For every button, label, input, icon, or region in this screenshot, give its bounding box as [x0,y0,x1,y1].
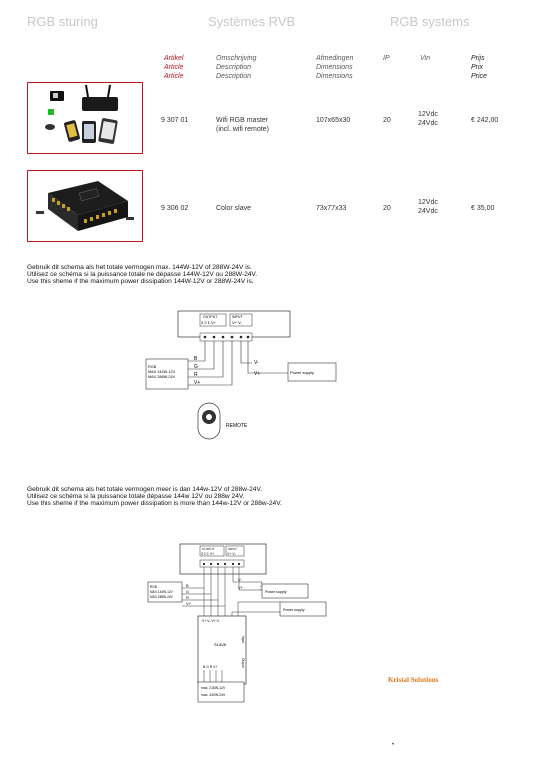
slave-output-label: Output [241,658,245,668]
wire-g-1: G [194,364,198,370]
product-2-code: 9 306 02 [161,205,189,212]
wire-g-2: G [186,589,190,594]
wire-vplus-1: V+ [194,380,201,386]
wire-r-2: R [186,595,189,600]
product-image-1 [27,82,143,154]
header-en: RGB systems [390,14,470,29]
slave-max-12v: max. 216W-12V [201,686,226,690]
output-label-1: OUTPUT [203,315,218,319]
col-ip: IP [383,55,390,62]
product-image-2 [27,170,143,242]
remote-label: REMOTE [226,423,248,429]
svg-text:MAX 288W-24V: MAX 288W-24V [148,375,176,379]
wiring-diagram-2 [140,540,340,710]
slave-module-icon [28,171,142,241]
col-artikel: Artikel Article Article [164,55,184,80]
header-nl: RGB sturing [27,14,98,29]
vplus-label-1: V+ [254,371,261,377]
wire-b-2: B [186,583,189,588]
terminals-in-2: V+ V- [227,552,236,556]
svg-text:MAX 288W-24V: MAX 288W-24V [150,595,173,599]
slave-label: SLAVE [214,642,227,647]
col-omschrijving: Omschrijving Description Description [216,55,257,80]
page-mark: • [392,742,395,748]
vminus-label-2: V- [238,577,242,582]
col-vin: Vin [420,55,430,62]
wiring-diagram-1 [140,305,360,445]
col-prijs: Prijs Prix Price [471,55,487,80]
product-1-ip: 20 [383,117,391,124]
rgb-label-2: RGB [150,585,157,589]
terminals-in-1: V+ V- [232,320,242,325]
product-1-vin: 12Vdc 24Vdc [418,111,438,127]
wire-b-1: B [194,356,198,362]
wire-r-1: R [194,372,198,378]
brand-logo: Kristal Solutions [388,676,439,684]
product-2-price: € 35,00 [471,205,495,212]
product-1-price: € 242,00 [471,117,499,124]
product-2-dims: 73x77x33 [316,205,347,212]
output-label-2: OUTPUT [202,547,215,551]
input-label-2: INPUT [228,547,237,551]
scheme-2-text: Gebruik dit schema als het totale vermogen meer is dan 144w-12V of 288w-24V. Utilisez ce schéma si la puissance totale dépasse 144w 12V ou 288w 24V. Use this sheme if the maximum power dissipation is more than 144w-12V or 288w-24V. [27,486,282,507]
header-fr: Systèmes RVB [208,14,296,29]
power-supply-1: Power supply [290,370,315,375]
product-2-ip: 20 [383,205,391,212]
wire-vplus-2: V+ [186,601,192,606]
power-supply-2a: Power supply [265,590,287,594]
product-1-code: 9 307 01 [161,117,189,124]
product-2-desc: Color slave [216,205,252,212]
scheme-1-text: Gebruik dit schema als het totale vermogen max. 144W-12V of 288W-24V is. Utilisez ce schéma si la puissance totale ne dépasse 144W-12V ou 288W-24V. Use this sheme if the maximum power dissipation 144W-12V or 288W-24V is. [27,264,258,285]
input-label-1: INPUT [232,315,243,319]
power-supply-2b: Power supply [283,608,305,612]
col-afmetingen: Afmedingen Dimensions Dimensions [316,55,354,80]
rgb-label-1: RGB [148,365,157,369]
terminals-out-1: 3 2 1 V+ [201,320,217,325]
svg-text:MAX 144W-12V: MAX 144W-12V [150,590,173,594]
vminus-label-1: V- [254,360,259,366]
slave-top-terminals: V+ V- V+ V- [202,619,220,623]
terminals-out-2: 3 2 1 V+ [201,552,215,556]
product-1-dims: 107x65x30 [316,117,351,124]
slave-max-24v: max. 432W-24V [201,693,226,697]
product-2-vin: 12Vdc 24Vdc [418,199,438,215]
svg-text:MAX 144W-12V: MAX 144W-12V [148,370,176,374]
slave-bottom-terminals: B G R V+ [203,665,218,669]
vplus-label-2: V+ [238,585,244,590]
wifi-controller-icon [28,83,142,153]
product-1-desc: Wifi RGB master (incl. wifi remote) [216,117,269,133]
slave-input-label: Input [241,636,245,644]
